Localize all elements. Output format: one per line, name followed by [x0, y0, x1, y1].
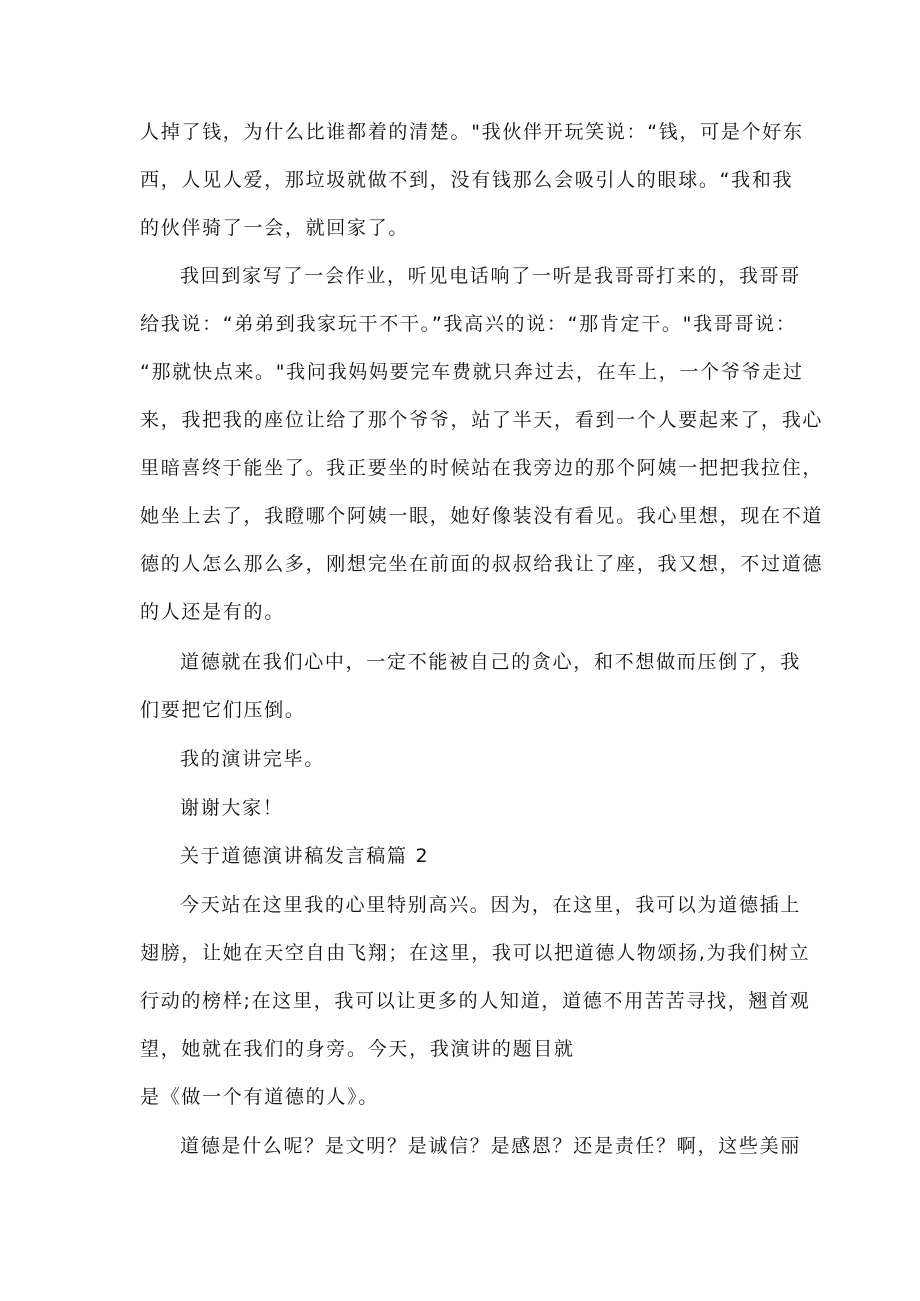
closing-line: 我的演讲完毕。: [180, 748, 325, 770]
text-line: 来，我把我的座位让给了那个爷爷，站了半天，看到一个人要起来了，我心: [140, 409, 824, 431]
paragraph-start-line: 我回到家写了一会作业，听见电话响了一听是我哥哥打来的，我哥哥: [180, 265, 802, 287]
text-line: 行动的榜样;在这里，我可以让更多的人知道，道德不用苦苦寻找，翘首观: [140, 990, 811, 1012]
text-line: 人掉了钱，为什么比谁都着的清楚。"我伙伴开玩笑说：“钱，可是个好东: [140, 121, 804, 143]
text-line: 西，人见人爱，那垃圾就做不到，没有钱那么会吸引人的眼球。“我和我: [140, 169, 794, 191]
text-line: 给我说：“弟弟到我家玩干不干。”我高兴的说：“那肯定干。"我哥哥说：: [140, 313, 797, 335]
text-line: 是《做一个有道德的人》。: [140, 1086, 379, 1108]
text-line: 的伙伴骑了一会，就回家了。: [140, 217, 410, 239]
text-line: 德的人怎么那么多，刚想完坐在前面的叔叔给我让了座，我又想，不过道德: [140, 553, 824, 575]
thanks-line: 谢谢大家！: [180, 797, 284, 819]
text-line: 的人还是有的。: [140, 601, 285, 623]
text-line: “那就快点来。"我问我妈妈要完车费就只奔过去，在车上，一个爷爷走过: [140, 361, 804, 383]
text-line: 翅膀，让她在天空自由飞翔；在这里，我可以把道德人物颂扬,为我们树立: [140, 942, 811, 964]
paragraph-start-line: 道德是什么呢？是文明？是诚信？是感恩？还是责任？啊，这些美丽: [180, 1135, 802, 1157]
paragraph-start-line: 今天站在这里我的心里特别高兴。因为，在这里，我可以为道德插上: [180, 894, 802, 916]
text-line: 们要把它们压倒。: [140, 699, 306, 721]
text-line: 她坐上去了，我瞪哪个阿姨一眼，她好像装没有看见。我心里想，现在不道: [140, 505, 824, 527]
paragraph-start-line: 道德就在我们心中，一定不能被自己的贪心，和不想做而压倒了，我: [180, 651, 802, 673]
text-line: 里暗喜终于能坐了。我正要坐的时候站在我旁边的那个阿姨一把把我拉住，: [140, 457, 824, 479]
section-heading: 关于道德演讲稿发言稿篇 2: [180, 845, 430, 867]
text-line: 望，她就在我们的身旁。今天，我演讲的题目就: [140, 1038, 575, 1060]
